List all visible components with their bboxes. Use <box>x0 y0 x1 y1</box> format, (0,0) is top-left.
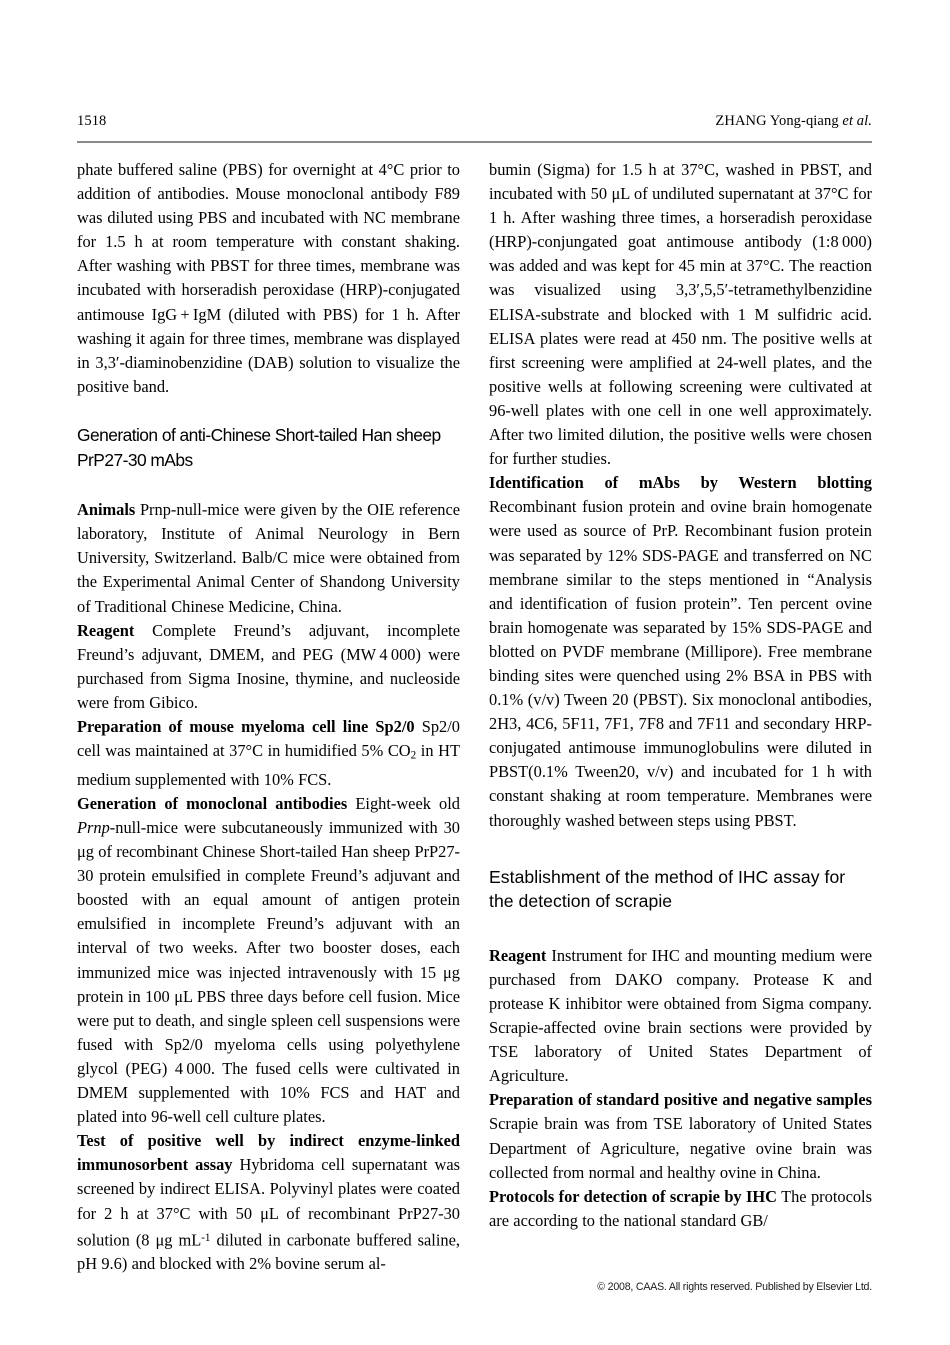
paragraph-text-b: in HT medium supplemented with 10% FCS. <box>77 741 460 789</box>
paragraph-text-b: diluted in carbonate buffered saline, pH 9.6) and blocked with 2% bovine serum al- <box>77 1230 460 1274</box>
spacer <box>77 399 460 423</box>
paragraph-western-blotting <box>489 471 872 832</box>
paragraph-elisa-test <box>77 1129 460 1276</box>
paragraph-text: Complete Freund’s adjuvant, incomplete Freund’s adjuvant, DMEM, and PEG (MW 4 000) were purchased from Sigma Inosine, thymine, and nucleoside were from Gibico. <box>77 620 460 712</box>
runin-heading-animals: Animals <box>77 500 136 520</box>
runin-heading-sp2-preparation: Preparation of mouse myeloma cell line Sp2/0 <box>77 716 415 736</box>
runin-heading-western-blotting: Identification of mAbs by Western blotting <box>489 473 872 493</box>
left-column <box>77 158 460 1276</box>
paragraph-text-b: -null-mice were subcutaneously immunized with 30 μg of recombinant Chinese Short-tailed Han sheep PrP27-30 protein emulsified in complete Freund’s adjuvant and boosted with an equal amount of antigen protein emulsified in incomplete Freund’s adjuvant with an interval of two weeks. After two booster doses, each immunized mice was injected intravenously with 15 μg protein in 100 μL PBS three days before cell fusion. Mice were put to death, and single spleen cell suspensions were fused with Sp2/0 myeloma cells using polyethylene glycol (PEG) 4 000. The fused cells were cultivated in DMEM supplemented with 10% FCS and HAT and plated into 96-well cell culture plates. <box>77 818 460 1127</box>
paragraph-text: Prnp-null-mice were given by the OIE reference laboratory, Institute of Animal Neurology in Bern University, Switzerland. Balb/C mice were obtained from the Experimental Animal Center of Shandong University of Traditional Chinese Medicine, China. <box>77 500 460 616</box>
header-divider <box>77 141 872 143</box>
runin-heading-standard-samples: Preparation of standard positive and negative samples <box>489 1090 872 1110</box>
italic-gene-name: Prnp <box>77 818 110 838</box>
runin-heading-ihc-protocols: Protocols for detection of scrapie by IHC <box>489 1186 777 1206</box>
paragraph-sp2-preparation <box>77 715 460 792</box>
runin-heading-elisa-test: Test of positive well by indirect enzyme-linked immunosorbent assay <box>77 1131 460 1175</box>
running-header <box>77 114 872 144</box>
paragraph-ihc-protocols <box>489 1185 872 1233</box>
paragraph-standard-samples <box>489 1088 872 1184</box>
page-number: 1518 <box>77 113 107 129</box>
paragraph-continued-right: bumin (Sigma) for 1.5 h at 37°C, washed in PBST, and incubated with 50 μL of undiluted supernatant at 37°C for 1 h. After washing three times, a horseradish peroxidase (HRP)-conjungated goat antimouse antibody (1:8 000) was added and was kept for 45 min at 37°C. The reaction was visualized using 3,3′,5,5′-tetramethylbenzidine ELISA-substrate and blocked with 1 M sulfidric acid. ELISA plates were read at 450 nm. The positive wells at first screening were amplified at 24-well plates, and the positive wells at following screening were cultivated at 96-well plates with one cell in one well approximately. After two limited dilution, the positive wells were chosen for further studies. <box>489 160 872 469</box>
paragraph-text-a: Sp2/0 cell was maintained at 37°C in humidified 5% CO <box>77 716 460 761</box>
running-author: ZHANG Yong-qiang <box>715 113 839 129</box>
paragraph-text-a: Hybridoma cell supernatant was screened by indirect ELISA. Polyvinyl plates were coated for 2 h at 37°C with 50 μL of recombinant PrP27-30 solution (8 μg mL <box>77 1155 460 1250</box>
runin-heading-reagent: Reagent <box>77 620 135 640</box>
paragraph-mab-generation <box>77 792 460 1129</box>
two-column-body <box>77 158 872 1276</box>
spacer <box>489 833 872 865</box>
superscript-per-ml: -1 <box>201 1231 211 1244</box>
footer-copyright: © 2008, CAAS. All rights reserved. Published by Elsevier Ltd. <box>597 1281 872 1293</box>
paragraph-animals <box>77 498 460 618</box>
paragraph-text: The protocols are according to the national standard GB/ <box>489 1186 872 1230</box>
paragraph-text-a: Eight-week old <box>347 793 460 813</box>
paragraph-text: Recombinant fusion protein and ovine brain homogenate were used as source of PrP. Recombinant fusion protein was separated by 12% SDS-PAGE and transferred on NC membrane similar to the steps mentioned in “Analysis and identification of fusion protein”. Ten percent ovine brain homogenate was separated by 15% SDS-PAGE and blotted on PVDF membrane (Millipore). Free membrane binding sites were quenched using 2% BSA in PBS with 0.1% (v/v) Tween 20 (PBST). Six monoclonal antibodies, 2H3, 4C6, 5F11, 7F1, 7F8 and 7F11 and secondary HRP-conjugated antimouse immunoglobulins were diluted in PBST(0.1% Tween20, v/v) and incubated for 1 h with constant shaking at room temperature. Membranes were thoroughly washed between steps using PBST. <box>489 497 872 830</box>
spacer <box>77 472 460 498</box>
paragraph-text: Scrapie brain was from TSE laboratory of United States Department of Agriculture, negative ovine brain was collected from normal and healthy ovine in China. <box>489 1114 872 1182</box>
paragraph-continued-left: phate buffered saline (PBS) for overnight at 4°C prior to addition of antibodies. Mouse monoclonal antibody F89 was diluted using PBS and incubated with NC membrane for 1.5 h at room temperature with constant shaking. After washing with PBST for three times, membrane was incubated with horseradish peroxidase (HRP)-conjugated antimouse IgG + IgM (diluted with PBS) for 1 h. After washing it again for three times, membrane was displayed in 3,3′-diaminobenzidine (DAB) solution to visualize the positive band. <box>77 160 460 396</box>
spacer <box>489 914 872 944</box>
runin-heading-reagent-ihc: Reagent <box>489 945 547 965</box>
paragraph-reagent-ihc <box>489 944 872 1089</box>
right-column <box>489 158 872 1276</box>
running-title <box>715 114 872 129</box>
section-heading-generation-mabs: Generation of anti-Chinese Short-tailed Han sheep PrP27-30 mAbs <box>77 424 441 470</box>
paragraph-text: Instrument for IHC and mounting medium were purchased from DAKO company. Protease K and protease K inhibitor were obtained from Sigma company. Scrapie-affected ovine brain sections were provided by TSE laboratory of United States Department of Agriculture. <box>489 945 872 1086</box>
section-heading-ihc-assay: Establishment of the method of IHC assay for the detection of scrapie <box>489 866 846 912</box>
runin-heading-mab-generation: Generation of monoclonal antibodies <box>77 793 348 813</box>
running-etal: et al. <box>842 113 872 129</box>
paragraph-reagent <box>77 619 460 715</box>
subscript-co2: 2 <box>410 749 417 762</box>
